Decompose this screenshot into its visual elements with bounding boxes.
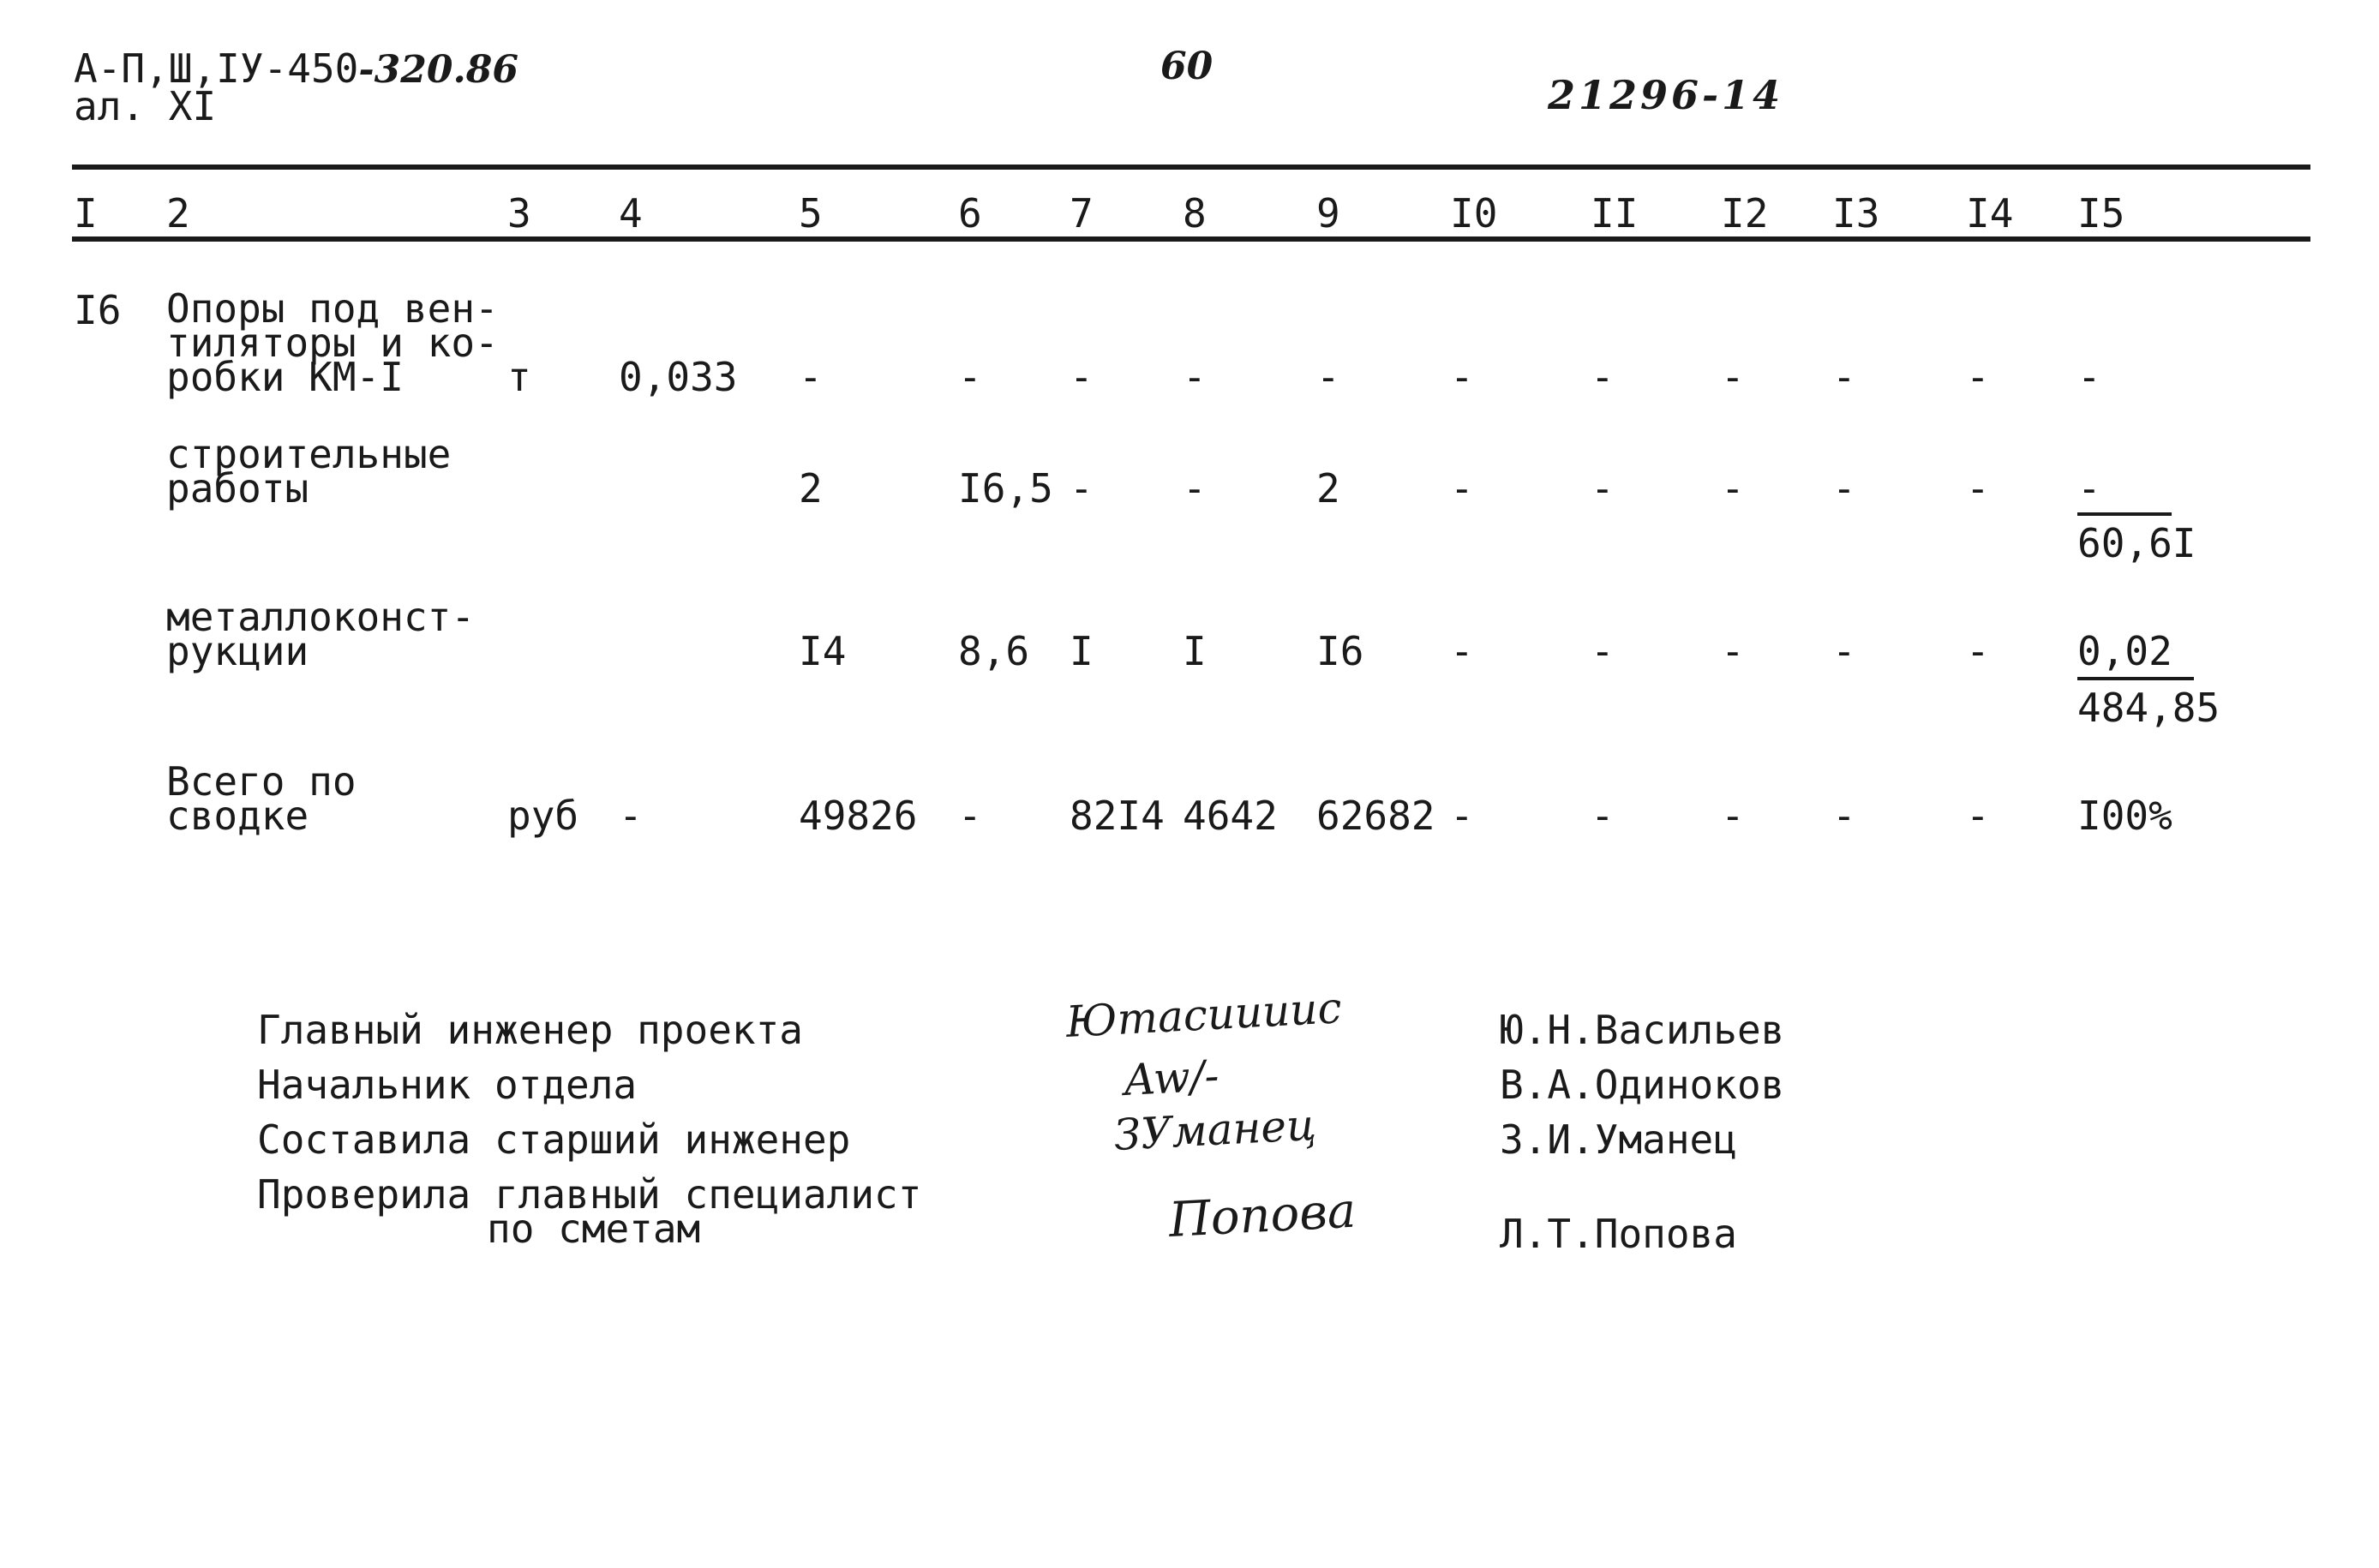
- cell-col-13: -: [1832, 793, 1856, 839]
- cell-col-6: -: [958, 354, 982, 400]
- doc-number: 21296-14: [1548, 72, 1784, 118]
- column-header-12: I2: [1721, 190, 1769, 236]
- cell-col-15-top: I00%: [2077, 793, 2172, 839]
- signer-name: Ю.Н.Васильев: [1500, 1007, 1785, 1053]
- cell-col-14: -: [1966, 628, 1990, 674]
- cell-col-11: -: [1591, 465, 1615, 512]
- cell-col-10: -: [1450, 793, 1474, 839]
- cell-col-11: -: [1591, 628, 1615, 674]
- cell-col-8: 4642: [1183, 793, 1278, 839]
- cell-col-10: -: [1450, 354, 1474, 400]
- row-name-line: Всего по: [166, 758, 357, 805]
- cell-col-8: -: [1183, 354, 1207, 400]
- row-number: I6: [74, 287, 122, 333]
- page-number: 60: [1160, 45, 1213, 88]
- cell-col-4: -: [619, 793, 643, 839]
- column-header-10: I0: [1450, 190, 1498, 236]
- cell-col-5: -: [799, 354, 823, 400]
- handwritten-signature: ЗУманец: [1112, 1099, 1318, 1160]
- row-name-line: Опоры под вен-: [166, 285, 499, 332]
- handwritten-signature: Юmacuuuuc: [1064, 983, 1343, 1047]
- column-header-2: 2: [166, 190, 190, 236]
- cell-col-12: -: [1721, 793, 1745, 839]
- handwritten-signature: Aw/-: [1123, 1050, 1220, 1105]
- cell-col-6: -: [958, 793, 982, 839]
- cell-col-12: -: [1721, 354, 1745, 400]
- cell-col-9: 62682: [1316, 793, 1435, 839]
- column-header-14: I4: [1966, 190, 2014, 236]
- cell-col-6: 8,6: [958, 628, 1030, 674]
- top-rule: [72, 165, 2310, 170]
- signature-role-continued: по сметам: [487, 1206, 701, 1252]
- cell-col-7: -: [1070, 354, 1094, 400]
- cell-col-5: 2: [799, 465, 823, 512]
- column-header-5: 5: [799, 190, 823, 236]
- cell-col-9: 2: [1316, 465, 1340, 512]
- doc-sheet: ал. XI: [74, 83, 217, 129]
- cell-col-3: руб: [507, 793, 579, 839]
- doc-code: [74, 45, 518, 92]
- column-header-15: I5: [2077, 190, 2125, 236]
- cell-col-15-top: -: [2077, 354, 2101, 400]
- column-header-3: 3: [507, 190, 531, 236]
- cell-col-15-bottom: 60,6I: [2077, 520, 2196, 566]
- row-name-line: робки КМ-I: [166, 354, 404, 400]
- cell-col-13: -: [1832, 465, 1856, 512]
- cell-col-13: -: [1832, 628, 1856, 674]
- cell-col-11: -: [1591, 354, 1615, 400]
- cell-col-15-top: -: [2077, 465, 2101, 512]
- cell-col-5: 49826: [799, 793, 918, 839]
- cell-col-7: I: [1070, 628, 1094, 674]
- header-rule: [72, 236, 2310, 242]
- row-name-line: металлоконст-: [166, 594, 476, 640]
- cell-col-7: 82I4: [1070, 793, 1165, 839]
- cell-col-14: -: [1966, 354, 1990, 400]
- column-header-8: 8: [1183, 190, 1207, 236]
- cell-col-10: -: [1450, 465, 1474, 512]
- row-name-line: рукции: [166, 628, 309, 674]
- signer-name: В.А.Одиноков: [1500, 1062, 1785, 1108]
- cell-col-9: -: [1316, 354, 1340, 400]
- fraction-bar: [2077, 677, 2194, 680]
- column-header-4: 4: [619, 190, 643, 236]
- cell-col-12: -: [1721, 628, 1745, 674]
- cell-col-9: I6: [1316, 628, 1364, 674]
- cell-col-11: -: [1591, 793, 1615, 839]
- cell-col-15-top: 0,02: [2077, 628, 2172, 674]
- doc-code-typed: А-П,Ш,IУ-450: [74, 45, 359, 92]
- signature-role: Начальник отдела: [257, 1062, 638, 1108]
- column-header-11: II: [1591, 190, 1639, 236]
- column-header-1: I: [74, 190, 98, 236]
- column-header-13: I3: [1832, 190, 1880, 236]
- cell-col-15-bottom: 484,85: [2077, 685, 2220, 731]
- cell-col-13: -: [1832, 354, 1856, 400]
- cell-col-5: I4: [799, 628, 847, 674]
- signer-name: Л.Т.Попова: [1500, 1211, 1737, 1257]
- column-header-6: 6: [958, 190, 982, 236]
- row-name-line: тиляторы и ко-: [166, 320, 499, 366]
- cell-col-6: I6,5: [958, 465, 1053, 512]
- column-header-7: 7: [1070, 190, 1094, 236]
- row-name-line: строительные: [166, 431, 452, 477]
- cell-col-4: 0,033: [619, 354, 738, 400]
- row-name-line: работы: [166, 465, 309, 512]
- signature-role: Проверила главный специалист: [257, 1171, 922, 1218]
- fraction-bar: [2077, 512, 2172, 516]
- cell-col-8: I: [1183, 628, 1207, 674]
- column-header-9: 9: [1316, 190, 1340, 236]
- cell-col-12: -: [1721, 465, 1745, 512]
- signature-role: Составила старший инженер: [257, 1116, 851, 1163]
- signer-name: З.И.Уманец: [1500, 1116, 1737, 1163]
- cell-col-8: -: [1183, 465, 1207, 512]
- signature-role: Главный инженер проекта: [257, 1007, 803, 1053]
- cell-col-3: т: [507, 354, 531, 400]
- doc-code-handwritten: -320.86: [358, 48, 518, 92]
- row-name-line: сводке: [166, 793, 309, 839]
- cell-col-14: -: [1966, 793, 1990, 839]
- cell-col-10: -: [1450, 628, 1474, 674]
- handwritten-signature: Попова: [1167, 1182, 1357, 1248]
- cell-col-14: -: [1966, 465, 1990, 512]
- cell-col-7: -: [1070, 465, 1094, 512]
